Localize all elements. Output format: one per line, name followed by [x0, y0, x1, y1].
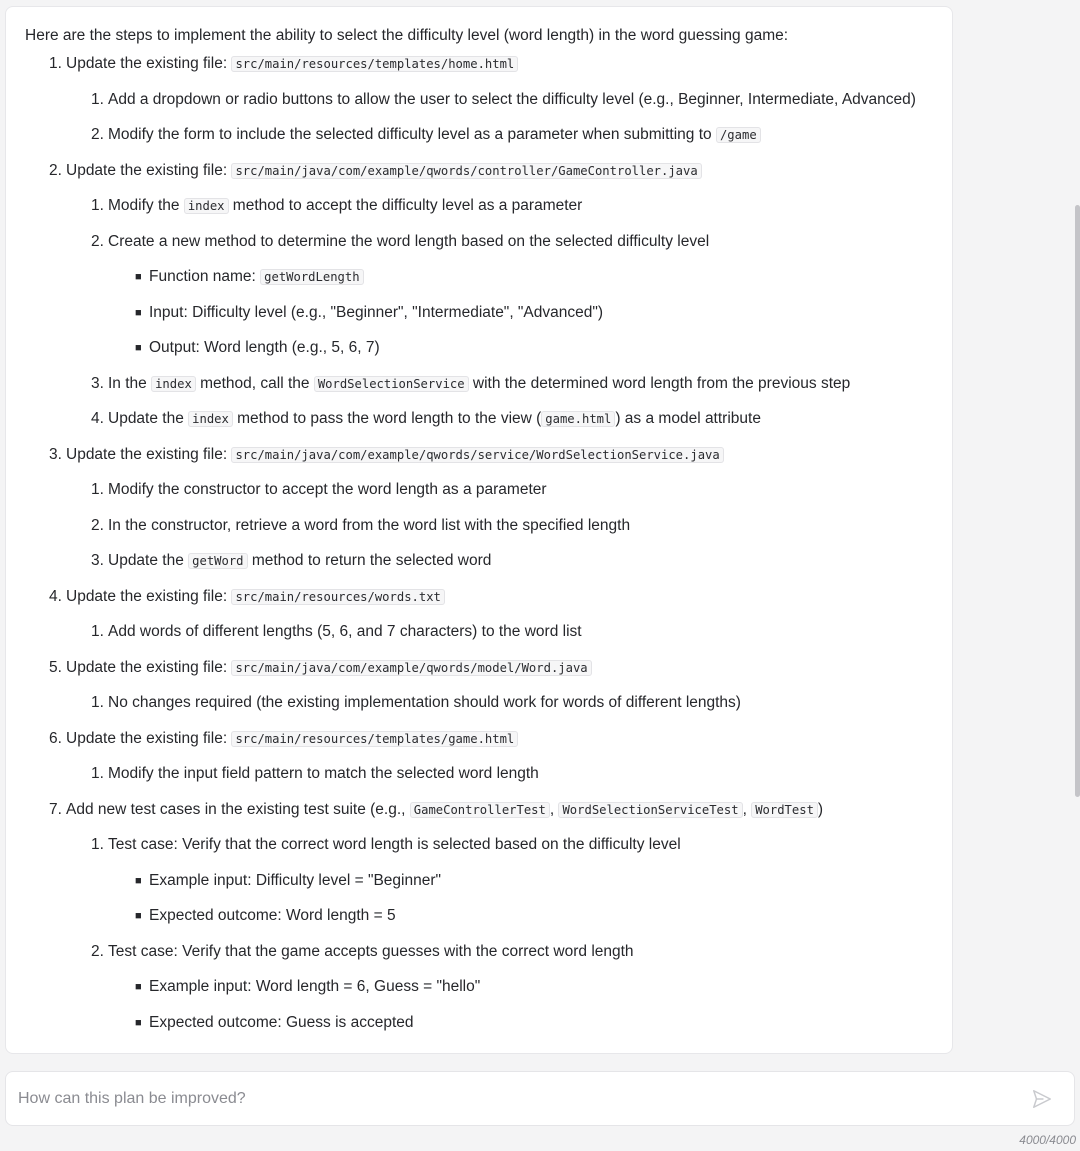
inline-code: game.html — [541, 411, 615, 427]
step-number: 7. — [49, 800, 62, 818]
text-segment: Expected outcome: Guess is accepted — [149, 1013, 414, 1031]
plan-step-level-2 — [25, 543, 952, 579]
text-segment: Test case: Verify that the correct word length is selected based on the difficulty level — [108, 836, 681, 853]
text-segment: Update the existing file: — [66, 658, 232, 676]
step-text — [108, 480, 547, 500]
text-segment: Input: Difficulty level (e.g., "Beginner", "Intermediate", "Advanced") — [149, 303, 604, 321]
text-segment: Update the existing file: — [66, 445, 232, 463]
step-text — [108, 835, 681, 855]
text-segment: Add new test cases in the existing test suite (e.g., — [66, 800, 410, 818]
step-text — [149, 303, 603, 323]
plan-step-level-1 — [25, 721, 952, 757]
plan-step-level-3 — [25, 969, 952, 1005]
bullet-marker: ■ — [135, 874, 142, 887]
feedback-input[interactable] — [18, 1088, 1008, 1110]
step-text — [149, 906, 396, 926]
step-number: 1. — [91, 481, 104, 498]
text-segment: Update the existing file: — [66, 587, 232, 605]
text-segment: , — [742, 800, 752, 818]
step-number: 3. — [49, 445, 62, 463]
step-text — [108, 90, 916, 110]
bullet-marker: ■ — [135, 981, 142, 993]
step-text — [108, 551, 491, 571]
step-number: 3. — [91, 374, 104, 392]
plan-step-level-2 — [25, 508, 952, 544]
step-number: 1. — [91, 836, 104, 853]
plan-step-level-2 — [25, 224, 952, 260]
text-segment: Add words of different lengths (5, 6, and 7 characters) to the word list — [108, 623, 582, 640]
text-segment: method, call the — [195, 374, 314, 392]
bullet-marker: ■ — [135, 1016, 142, 1029]
step-number: 2. — [91, 232, 104, 250]
step-number: 1. — [91, 694, 104, 711]
bullet-marker: ■ — [135, 271, 142, 283]
text-segment: Expected outcome: Word length = 5 — [149, 907, 396, 924]
inline-code: src/main/resources/words.txt — [231, 589, 444, 605]
step-text — [149, 267, 364, 287]
step-text — [108, 516, 630, 536]
text-segment: ) — [817, 800, 824, 818]
send-button[interactable] — [1030, 1087, 1054, 1111]
inline-code: WordTest — [751, 802, 818, 818]
text-segment: Modify the — [108, 197, 184, 214]
text-segment: Modify the constructor to accept the word length as a parameter — [108, 481, 547, 498]
step-number: 4. — [91, 410, 104, 427]
plan-step-level-2 — [25, 472, 952, 508]
step-text — [149, 338, 380, 358]
step-number: 1. — [91, 90, 104, 108]
inline-code: GameControllerTest — [410, 802, 550, 818]
step-text — [66, 445, 724, 465]
step-number: 1. — [91, 197, 104, 214]
step-number: 1. — [91, 765, 104, 782]
plan-step-level-2 — [25, 685, 952, 721]
plan-step-level-3 — [25, 259, 952, 295]
plan-step-level-2 — [25, 188, 952, 224]
step-text — [108, 622, 582, 642]
plan-step-level-3 — [25, 863, 952, 899]
step-text — [108, 196, 582, 216]
inline-code: src/main/java/com/example/qwords/controller/GameController.java — [231, 163, 701, 179]
plan-step-level-2 — [25, 756, 952, 792]
text-segment: Function name: — [149, 268, 261, 285]
inline-code: src/main/resources/templates/game.html — [231, 731, 518, 747]
text-segment: Update the — [108, 552, 189, 569]
plan-step-level-3 — [25, 295, 952, 331]
inline-code: getWord — [188, 553, 247, 569]
text-segment: Output: Word length (e.g., 5, 6, 7) — [149, 339, 380, 356]
inline-code: WordSelectionService — [314, 376, 469, 392]
step-number: 2. — [49, 161, 62, 179]
text-segment: Example input: Difficulty level = "Beginner" — [149, 871, 442, 889]
step-text — [66, 161, 702, 181]
step-number: 5. — [49, 658, 62, 676]
step-text — [66, 800, 823, 820]
bullet-marker: ■ — [135, 306, 142, 319]
step-number: 3. — [91, 552, 104, 569]
step-text — [66, 587, 445, 607]
text-segment: with the determined word length from the previous step — [468, 374, 851, 392]
send-icon — [1031, 1088, 1053, 1110]
text-segment: No changes required (the existing implementation should work for words of different lengths) — [108, 694, 741, 711]
step-number: 2. — [91, 516, 104, 534]
plan-step-level-1 — [25, 46, 952, 82]
text-segment: Update the existing file: — [66, 729, 232, 747]
plan-steps-list — [25, 46, 952, 1040]
plan-step-level-1 — [25, 153, 952, 189]
text-segment: Modify the input field pattern to match the selected word length — [108, 765, 539, 782]
text-segment: Update the existing file: — [66, 55, 232, 72]
text-segment: In the constructor, retrieve a word from the word list with the specified length — [108, 516, 631, 534]
inline-code: src/main/resources/templates/home.html — [231, 56, 518, 72]
plan-step-level-1 — [25, 579, 952, 615]
text-segment: ) as a model attribute — [615, 410, 761, 427]
step-number: 6. — [49, 729, 62, 747]
step-text — [149, 977, 480, 997]
step-text — [108, 374, 850, 394]
step-number: 2. — [91, 942, 104, 960]
plan-step-level-1 — [25, 792, 952, 828]
text-segment: Add a dropdown or radio buttons to allow the user to select the difficulty level (e.g., Beginner, Intermediate, Advanced) — [108, 90, 916, 108]
text-segment: Update the existing file: — [66, 161, 232, 179]
step-text — [149, 871, 441, 891]
step-number: 1. — [91, 623, 104, 640]
text-segment: Modify the form to include the selected difficulty level as a parameter when submitting to — [108, 126, 716, 143]
bullet-marker: ■ — [135, 342, 142, 354]
plan-step-level-3 — [25, 1005, 952, 1041]
step-text — [108, 232, 709, 252]
plan-step-level-2 — [25, 82, 952, 118]
text-segment: Update the — [108, 410, 189, 427]
plan-step-level-3 — [25, 898, 952, 934]
plan-step-level-2 — [25, 614, 952, 650]
step-number: 1. — [49, 55, 62, 72]
step-text — [66, 729, 518, 749]
text-segment: method to return the selected word — [247, 552, 492, 569]
inline-code: index — [188, 411, 233, 427]
text-segment: , — [549, 800, 559, 818]
inline-code: index — [184, 198, 229, 214]
step-text — [66, 54, 518, 74]
text-segment: method to pass the word length to the view ( — [232, 410, 542, 427]
inline-code: index — [151, 376, 196, 392]
step-text — [108, 409, 761, 429]
plan-step-level-1 — [25, 437, 952, 473]
scrollbar-thumb[interactable] — [1075, 205, 1080, 797]
plan-step-level-3 — [25, 330, 952, 366]
step-text — [108, 125, 761, 145]
inline-code: getWordLength — [260, 269, 363, 285]
text-segment: method to accept the difficulty level as a parameter — [228, 197, 583, 214]
step-text — [149, 1013, 414, 1033]
text-segment: Create a new method to determine the word length based on the selected difficulty level — [108, 232, 710, 250]
plan-intro: Here are the steps to implement the ability to select the difficulty level (word length) in the word guessing game: — [25, 27, 789, 44]
step-number: 2. — [91, 126, 104, 143]
plan-step-level-2 — [25, 117, 952, 153]
inline-code: src/main/java/com/example/qwords/service/WordSelectionService.java — [231, 447, 723, 463]
text-segment: Test case: Verify that the game accepts guesses with the correct word length — [108, 942, 634, 960]
step-text — [108, 764, 539, 784]
plan-step-level-2 — [25, 827, 952, 863]
step-text — [108, 942, 634, 962]
text-segment: Example input: Word length = 6, Guess = "hello" — [149, 978, 481, 995]
plan-step-level-2 — [25, 366, 952, 402]
plan-step-level-1 — [25, 650, 952, 686]
inline-code: /game — [716, 127, 761, 143]
feedback-composer — [5, 1071, 1075, 1126]
plan-step-level-2 — [25, 401, 952, 437]
step-text — [66, 658, 592, 678]
text-segment: In the — [108, 374, 152, 392]
bullet-marker: ■ — [135, 910, 142, 922]
character-counter: 4000/4000 — [1019, 1133, 1076, 1147]
inline-code: WordSelectionServiceTest — [558, 802, 742, 818]
plan-content — [25, 26, 952, 1040]
plan-panel — [5, 6, 953, 1054]
plan-step-level-2 — [25, 934, 952, 970]
step-number: 4. — [49, 587, 62, 605]
step-text — [108, 693, 741, 713]
inline-code: src/main/java/com/example/qwords/model/Word.java — [231, 660, 591, 676]
